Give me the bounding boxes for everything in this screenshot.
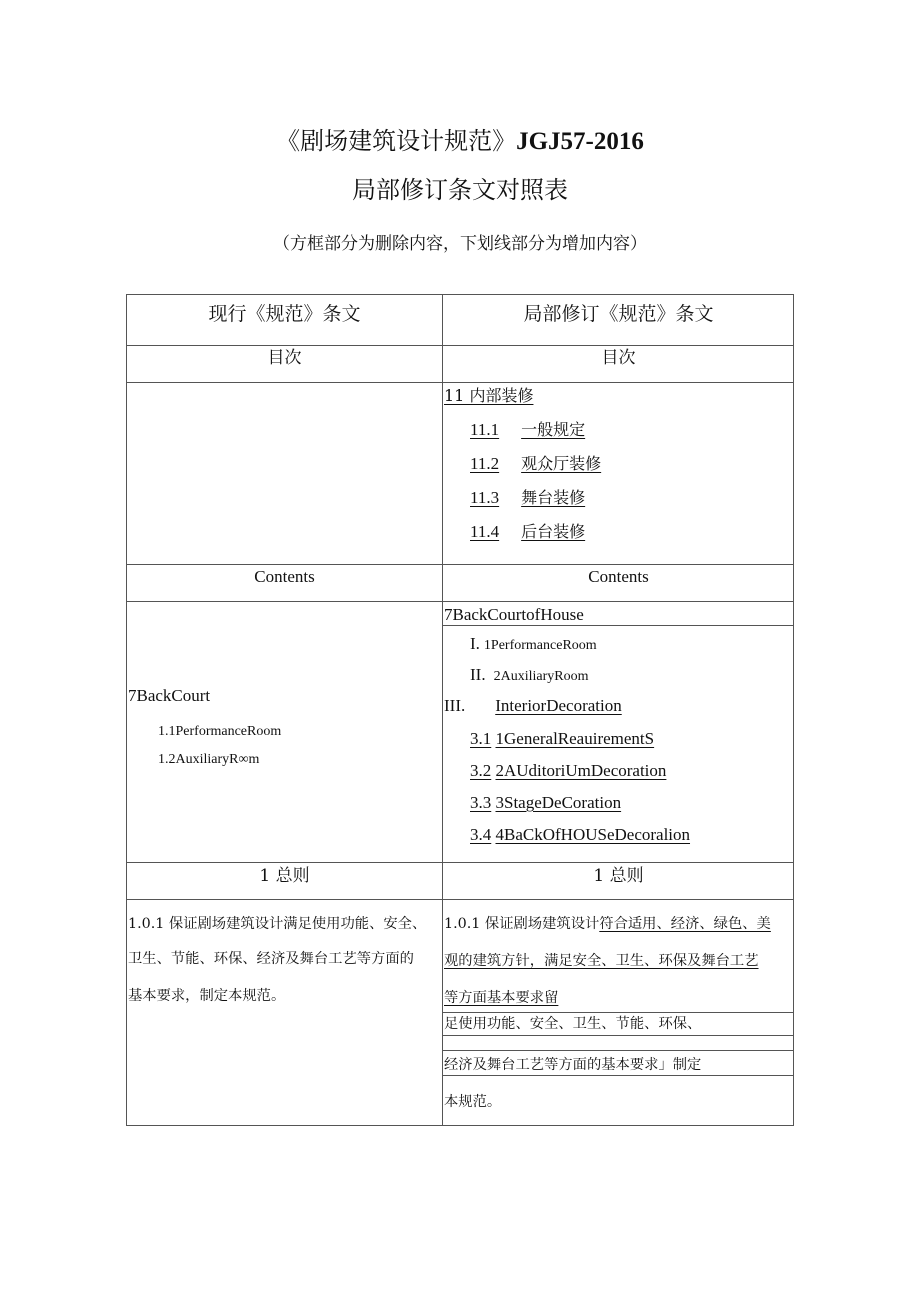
toc-item: 11.1 一般规定 (470, 420, 586, 439)
column-divider (442, 295, 443, 1125)
contents-right-item: 3.1 1GeneralReauirementS (470, 729, 655, 748)
comparison-table (126, 294, 794, 1126)
title-code: JGJ57-2016 (516, 128, 644, 155)
document-title (0, 124, 920, 159)
contents-right-item: II. 2AuxiliaryRoom (470, 665, 589, 684)
contents-left-item: 1.2AuxiliaryR∞m (158, 752, 260, 767)
clause-left-line: 基本要求，制定本规范。 (128, 988, 286, 1004)
contents-right-item: 3.3 3StageDeCoration (470, 793, 622, 812)
general-heading-left: 1 总则 (259, 866, 310, 886)
row-divider (127, 564, 793, 565)
clause-right-deleted: 足使用功能、安全、卫生、节能、环保、 (444, 1016, 702, 1032)
clause-right-line: 1.0.1 保证剧场建筑设计符合适用、经济、绿色、美 (444, 916, 771, 932)
row-divider (127, 862, 793, 863)
clause-right-added: 观的建筑方针，满足安全、卫生、环保及舞台工艺 (444, 953, 759, 969)
clause-left-line: 1.0.1 保证剧场建筑设计满足使用功能、安全、 (128, 916, 427, 932)
toc-heading-right: 目次 (601, 348, 636, 368)
contents-right-item: 3.2 2AUditoriUmDecoration (470, 761, 667, 780)
toc-heading-left: 目次 (267, 348, 302, 368)
contents-left-item: 1.1PerformanceRoom (158, 724, 282, 739)
column-header-current: 现行《规范》条文 (208, 303, 361, 325)
contents-right-item: I. 1PerformanceRoom (470, 634, 597, 653)
clause-right-tail: 本规范。 (444, 1094, 502, 1110)
contents-right-title: 7BackCourtofHouse (444, 605, 584, 624)
title-cn: 《剧场建筑设计规范》 (276, 127, 517, 155)
general-heading-right: 1 总则 (593, 866, 644, 886)
clause-right-added: 等方面基本要求留 (444, 990, 559, 1006)
row-divider (127, 899, 793, 900)
document-subtitle: 局部修订条文对照表 (352, 176, 568, 204)
toc-chapter-11: 11 内部装修 (444, 386, 534, 405)
toc-item: 11.3 舞台装修 (470, 488, 586, 507)
contents-left-title: 7BackCourt (128, 686, 211, 705)
contents-right-item: 3.4 4BaCkOfHOUSeDecoralion (470, 825, 691, 844)
clause-right-deleted: 经济及舞台工艺等方面的基本要求」制定 (444, 1057, 702, 1073)
row-divider (127, 601, 793, 602)
row-divider (442, 1050, 793, 1051)
document-note: （方框部分为删除内容，下划线部分为增加内容） (273, 234, 647, 254)
row-divider (442, 1035, 793, 1036)
column-header-revised: 局部修订《规范》条文 (523, 303, 714, 325)
row-divider (127, 345, 793, 346)
toc-item: 11.2 观众厅装修 (470, 454, 602, 473)
contents-right-item: III. InteriorDecoration (444, 696, 622, 715)
contents-heading-left: Contents (254, 567, 315, 586)
toc-item: 11.4 后台装修 (470, 522, 586, 541)
clause-left-line: 卫生、节能、环保、经济及舞台工艺等方面的 (128, 951, 414, 967)
contents-heading-right: Contents (588, 567, 649, 586)
row-divider (127, 382, 793, 383)
